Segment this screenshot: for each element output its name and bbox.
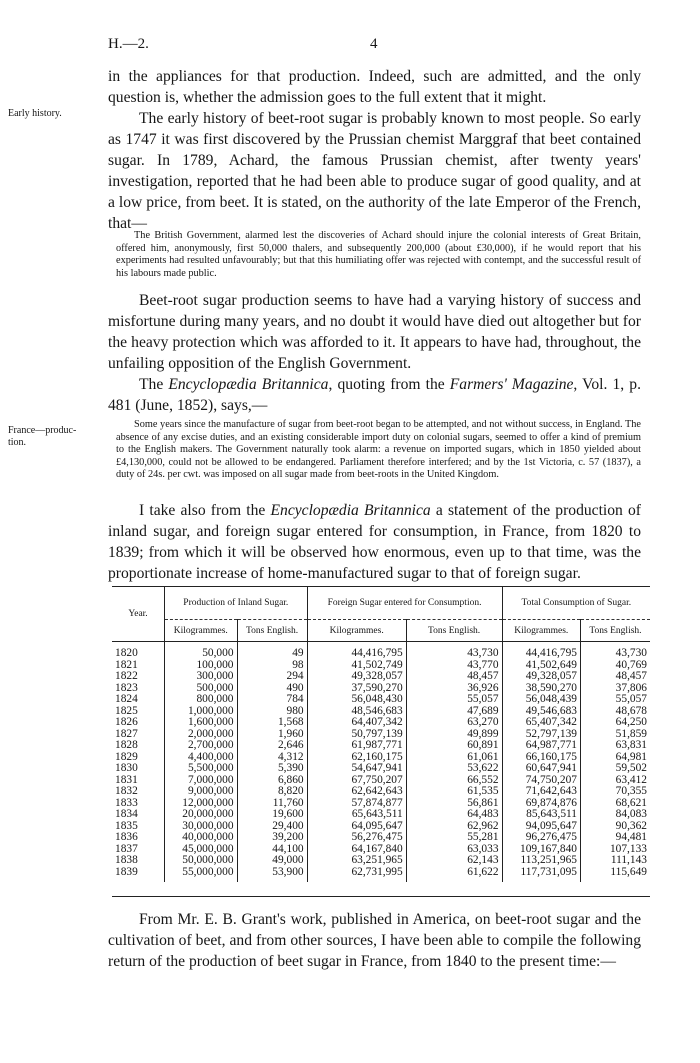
value-cell: 60,891 bbox=[406, 740, 502, 752]
value-cell: 43,770 bbox=[406, 660, 502, 672]
value-cell: 55,057 bbox=[580, 694, 650, 706]
book-title: Encyclopædia Britannica bbox=[270, 502, 431, 519]
magazine-title: Farmers' Magazine bbox=[449, 376, 574, 393]
text-run: I take also from the bbox=[139, 502, 271, 519]
value-cell: 64,407,342 bbox=[307, 717, 406, 729]
value-cell: 2,700,000 bbox=[165, 740, 238, 752]
value-cell: 41,502,749 bbox=[307, 660, 406, 672]
paragraph-encyclopaedia bbox=[108, 374, 641, 416]
value-cell: 60,647,941 bbox=[502, 763, 580, 775]
value-cell: 63,251,965 bbox=[307, 855, 406, 867]
value-cell: 39,200 bbox=[237, 832, 307, 844]
value-cell: 69,874,876 bbox=[502, 798, 580, 810]
value-cell: 49,328,057 bbox=[307, 671, 406, 683]
year-cell: 1831 bbox=[115, 773, 138, 786]
value-cell: 29,400 bbox=[237, 821, 307, 833]
value-cell: 68,621 bbox=[580, 798, 650, 810]
quote-text: Some years since the manufacture of sugar from beet-root began to be attempted, and not without success, in England. The absence of any excise duties, and an existing considerable import duty on colonial sugars, seemed to offer a kind of premium to the English makers. The Government naturally took alarm: a revenue on imported sugars, which in 1850 yielded about £4,130,000, could not be allowed to be endangered. Parliament therefore interfered; and by the 1st Victoria, c. 57 (1837), a duty of 24s. per cwt. was imposed on all sugar made from beet-roots in the United Kingdom. bbox=[116, 419, 641, 481]
value-cell: 56,861 bbox=[406, 798, 502, 810]
sidenote-early-history: Early history. bbox=[8, 108, 62, 119]
paragraph-text bbox=[108, 374, 641, 416]
subheader-tons: Tons English. bbox=[406, 620, 502, 642]
subheader-kilogrammes: Kilogrammes. bbox=[502, 620, 580, 642]
sugar-consumption-table bbox=[112, 586, 650, 882]
value-cell: 30,000,000 bbox=[165, 821, 238, 833]
value-cell: 1,960 bbox=[237, 729, 307, 741]
page-header bbox=[0, 36, 700, 56]
paragraph-text: in the appliances for that production. Indeed, such are admitted, and the only question is, whether the admission goes to the full extent that it might. bbox=[108, 68, 641, 106]
value-cell: 55,057 bbox=[406, 694, 502, 706]
subheader-kilogrammes: Kilogrammes. bbox=[165, 620, 238, 642]
value-cell: 51,859 bbox=[580, 729, 650, 741]
value-cell: 115,649 bbox=[580, 867, 650, 883]
total-consumption-header: Total Consumption of Sugar. bbox=[502, 587, 650, 620]
value-cell: 55,000,000 bbox=[165, 867, 238, 883]
paragraph-early-history bbox=[108, 108, 641, 234]
sidenote-france-production: France—produc-tion. bbox=[8, 425, 77, 448]
value-cell: 48,457 bbox=[406, 671, 502, 683]
value-cell: 56,048,439 bbox=[502, 694, 580, 706]
value-cell: 84,083 bbox=[580, 809, 650, 821]
value-cell: 52,797,139 bbox=[502, 729, 580, 741]
paragraph-grant-work bbox=[108, 909, 641, 972]
quote-achard bbox=[116, 230, 641, 280]
text-run: a statement of the production of inland sugar, and foreign sugar entered for consumption, in France, from 1820 to 1839; from which it will be observed how enormous, even up to that time, was the proportionate increase of home-manufactured sugar to that of foreign sugar. bbox=[108, 502, 642, 582]
year-cell: 1837 bbox=[115, 842, 138, 855]
value-cell: 61,622 bbox=[406, 867, 502, 883]
value-cell: 48,546,683 bbox=[307, 706, 406, 718]
value-cell: 47,689 bbox=[406, 706, 502, 718]
paragraph-text bbox=[108, 500, 641, 584]
value-cell: 49,328,057 bbox=[502, 671, 580, 683]
table-row bbox=[112, 809, 650, 821]
paragraph-text: Beet-root sugar production seems to have had a varying history of success and misfortune during many years, and no doubt it would have died out altogether but for the heavy protection which was afforded to it. It appears to have had, throughout, the unfailing opposition of the English Government. bbox=[108, 292, 641, 372]
value-cell: 109,167,840 bbox=[502, 844, 580, 856]
value-cell: 37,806 bbox=[580, 683, 650, 695]
value-cell: 500,000 bbox=[165, 683, 238, 695]
value-cell: 7,000,000 bbox=[165, 775, 238, 787]
value-cell: 36,926 bbox=[406, 683, 502, 695]
value-cell: 74,750,207 bbox=[502, 775, 580, 787]
value-cell: 12,000,000 bbox=[165, 798, 238, 810]
value-cell: 20,000,000 bbox=[165, 809, 238, 821]
year-cell: 1830 bbox=[115, 762, 138, 774]
table-row bbox=[112, 832, 650, 844]
table-row bbox=[112, 786, 650, 798]
value-cell: 59,502 bbox=[580, 763, 650, 775]
subheader-tons: Tons English. bbox=[237, 620, 307, 642]
year-cell: 1836 bbox=[115, 831, 138, 843]
value-cell: 62,962 bbox=[406, 821, 502, 833]
year-cell: 1824 bbox=[115, 693, 138, 705]
paragraph-france-statement bbox=[108, 500, 641, 584]
value-cell: 70,355 bbox=[580, 786, 650, 798]
value-cell: 85,643,511 bbox=[502, 809, 580, 821]
year-cell: 1833 bbox=[115, 796, 138, 809]
value-cell: 490 bbox=[237, 683, 307, 695]
paragraph-text: From Mr. E. B. Grant's work, published in America, on beet-root sugar and the cultivation of beet, and from other sources, I have been able to compile the following return of the production of beet sugar in France, from 1840 to the present time:— bbox=[108, 911, 641, 970]
table-row bbox=[112, 717, 650, 729]
value-cell: 61,987,771 bbox=[307, 740, 406, 752]
value-cell: 40,000,000 bbox=[165, 832, 238, 844]
value-cell: 64,981 bbox=[580, 752, 650, 764]
value-cell: 62,160,175 bbox=[307, 752, 406, 764]
value-cell: 50,000 bbox=[165, 642, 238, 660]
year-cell: 1828 bbox=[115, 739, 138, 751]
value-cell: 49,899 bbox=[406, 729, 502, 741]
value-cell: 111,143 bbox=[580, 855, 650, 867]
value-cell: 11,760 bbox=[237, 798, 307, 810]
value-cell: 53,900 bbox=[237, 867, 307, 883]
value-cell: 100,000 bbox=[165, 660, 238, 672]
value-cell: 63,033 bbox=[406, 844, 502, 856]
value-cell: 45,000,000 bbox=[165, 844, 238, 856]
value-cell: 48,457 bbox=[580, 671, 650, 683]
value-cell: 66,160,175 bbox=[502, 752, 580, 764]
value-cell: 2,646 bbox=[237, 740, 307, 752]
page-number: 4 bbox=[370, 36, 378, 52]
foreign-sugar-header: Foreign Sugar entered for Consumption. bbox=[307, 587, 502, 620]
value-cell: 67,750,207 bbox=[307, 775, 406, 787]
value-cell: 8,820 bbox=[237, 786, 307, 798]
value-cell: 65,407,342 bbox=[502, 717, 580, 729]
value-cell: 44,100 bbox=[237, 844, 307, 856]
value-cell: 56,048,430 bbox=[307, 694, 406, 706]
value-cell: 2,000,000 bbox=[165, 729, 238, 741]
value-cell: 38,590,270 bbox=[502, 683, 580, 695]
value-cell: 49,000 bbox=[237, 855, 307, 867]
table-row bbox=[112, 671, 650, 683]
year-cell: 1825 bbox=[115, 704, 138, 717]
value-cell: 56,276,475 bbox=[307, 832, 406, 844]
value-cell: 117,731,095 bbox=[502, 867, 580, 883]
value-cell: 50,797,139 bbox=[307, 729, 406, 741]
value-cell: 57,874,877 bbox=[307, 798, 406, 810]
value-cell: 64,167,840 bbox=[307, 844, 406, 856]
table-row bbox=[112, 740, 650, 752]
value-cell: 62,731,995 bbox=[307, 867, 406, 883]
value-cell: 54,647,941 bbox=[307, 763, 406, 775]
document-reference: H.—2. bbox=[108, 36, 149, 52]
table-row bbox=[112, 642, 650, 660]
book-title: Encyclopædia Britannica bbox=[168, 376, 329, 393]
value-cell: 49 bbox=[237, 642, 307, 660]
value-cell: 5,390 bbox=[237, 763, 307, 775]
year-cell: 1820 bbox=[115, 647, 138, 659]
value-cell: 64,987,771 bbox=[502, 740, 580, 752]
year-cell: 1835 bbox=[115, 819, 138, 832]
year-cell: 1823 bbox=[115, 681, 138, 694]
value-cell: 37,590,270 bbox=[307, 683, 406, 695]
table-body bbox=[112, 642, 650, 883]
year-cell: 1839 bbox=[115, 865, 138, 878]
year-cell: 1827 bbox=[115, 727, 138, 740]
year-cell: 1832 bbox=[115, 785, 138, 797]
value-cell: 107,133 bbox=[580, 844, 650, 856]
value-cell: 4,400,000 bbox=[165, 752, 238, 764]
value-cell: 300,000 bbox=[165, 671, 238, 683]
value-cell: 40,769 bbox=[580, 660, 650, 672]
subheader-tons: Tons English. bbox=[580, 620, 650, 642]
value-cell: 44,416,795 bbox=[307, 642, 406, 660]
value-cell: 71,642,643 bbox=[502, 786, 580, 798]
year-cell: 1829 bbox=[115, 750, 138, 763]
table-row bbox=[112, 763, 650, 775]
value-cell: 53,622 bbox=[406, 763, 502, 775]
text-run: , Vol. 1, p. 481 (June, 1852), says,— bbox=[108, 376, 641, 414]
quote-farmers-magazine bbox=[116, 419, 641, 482]
value-cell: 98 bbox=[237, 660, 307, 672]
value-cell: 90,362 bbox=[580, 821, 650, 833]
value-cell: 48,678 bbox=[580, 706, 650, 718]
year-cell: 1838 bbox=[115, 854, 138, 866]
value-cell: 980 bbox=[237, 706, 307, 718]
value-cell: 1,568 bbox=[237, 717, 307, 729]
value-cell: 61,535 bbox=[406, 786, 502, 798]
value-cell: 63,831 bbox=[580, 740, 650, 752]
value-cell: 43,730 bbox=[406, 642, 502, 660]
text-run: , quoting from the bbox=[328, 376, 450, 393]
value-cell: 1,000,000 bbox=[165, 706, 238, 718]
value-cell: 64,250 bbox=[580, 717, 650, 729]
value-cell: 49,546,683 bbox=[502, 706, 580, 718]
value-cell: 41,502,649 bbox=[502, 660, 580, 672]
inland-sugar-header: Production of Inland Sugar. bbox=[165, 587, 308, 620]
value-cell: 62,642,643 bbox=[307, 786, 406, 798]
paragraph-beet-history bbox=[108, 290, 641, 374]
table-bottom-rule bbox=[112, 896, 650, 897]
value-cell: 64,483 bbox=[406, 809, 502, 821]
table-row bbox=[112, 867, 650, 883]
value-cell: 65,643,511 bbox=[307, 809, 406, 821]
text-run: The bbox=[139, 376, 169, 393]
value-cell: 784 bbox=[237, 694, 307, 706]
value-cell: 4,312 bbox=[237, 752, 307, 764]
value-cell: 66,552 bbox=[406, 775, 502, 787]
value-cell: 44,416,795 bbox=[502, 642, 580, 660]
value-cell: 113,251,965 bbox=[502, 855, 580, 867]
value-cell: 62,143 bbox=[406, 855, 502, 867]
year-cell: 1821 bbox=[115, 658, 138, 671]
value-cell: 63,412 bbox=[580, 775, 650, 787]
value-cell: 63,270 bbox=[406, 717, 502, 729]
paragraph-intro-continuation bbox=[108, 66, 641, 108]
subheader-kilogrammes: Kilogrammes. bbox=[307, 620, 406, 642]
value-cell: 6,860 bbox=[237, 775, 307, 787]
value-cell: 94,481 bbox=[580, 832, 650, 844]
year-cell: 1822 bbox=[115, 670, 138, 682]
value-cell: 19,600 bbox=[237, 809, 307, 821]
value-cell: 96,276,475 bbox=[502, 832, 580, 844]
value-cell: 43,730 bbox=[580, 642, 650, 660]
year-cell: 1826 bbox=[115, 716, 138, 728]
year-cell: 1834 bbox=[115, 808, 138, 820]
paragraph-text: The early history of beet-root sugar is probably known to most people. So early as 1747 it was first discovered by the Prussian chemist Marggraf that beet contained sugar. In 1789, Achard, the famous Prussian chemist, after twenty years' investigation, reported that he had been able to produce sugar of good quality, and at a low price, from beet. It is stated, on the authority of the late Emperor of the French, that— bbox=[108, 110, 641, 232]
value-cell: 94,095,647 bbox=[502, 821, 580, 833]
table-row bbox=[112, 694, 650, 706]
value-cell: 55,281 bbox=[406, 832, 502, 844]
year-column-header: Year. bbox=[112, 587, 165, 642]
table-row bbox=[112, 855, 650, 867]
value-cell: 1,600,000 bbox=[165, 717, 238, 729]
value-cell: 800,000 bbox=[165, 694, 238, 706]
value-cell: 64,095,647 bbox=[307, 821, 406, 833]
value-cell: 294 bbox=[237, 671, 307, 683]
quote-text: The British Government, alarmed lest the discoveries of Achard should injure the colonial interests of Great Britain, offered him, anonymously, first 50,000 thalers, and subsequently 200,000 (about £30,000), if he would report that his experiments had resulted unfavourably; but that this humiliating offer was rejected with contempt, and the successful result of his labours made public. bbox=[116, 230, 641, 279]
value-cell: 9,000,000 bbox=[165, 786, 238, 798]
value-cell: 61,061 bbox=[406, 752, 502, 764]
value-cell: 50,000,000 bbox=[165, 855, 238, 867]
value-cell: 5,500,000 bbox=[165, 763, 238, 775]
